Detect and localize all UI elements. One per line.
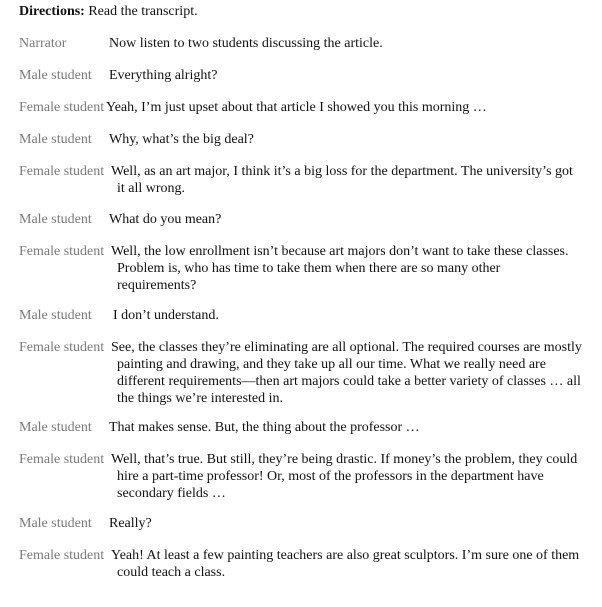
line-text: Well, that’s true. But still, they’re being drastic. If money’s the problem, they could hire a part-time professor! Or, most of the professors in the department have secondary fields … bbox=[111, 452, 578, 501]
line-text: Well, the low enrollment isn’t because art majors don’t want to take these classes. Problem is, who has time to take them when there are so many other requirements? bbox=[111, 244, 569, 293]
speaker-label: Male student bbox=[19, 132, 92, 147]
line-text: What do you mean? bbox=[109, 212, 222, 227]
speaker-label: Female student bbox=[19, 548, 105, 563]
speaker-label: Male student bbox=[19, 212, 92, 227]
line-text: Really? bbox=[109, 516, 152, 531]
speaker-label: Female student bbox=[19, 100, 105, 115]
line-text: I don’t understand. bbox=[113, 308, 219, 323]
directions-text: Read the transcript. bbox=[88, 4, 198, 19]
line-text: Everything alright? bbox=[109, 68, 218, 83]
line-text: Why, what’s the big deal? bbox=[109, 132, 254, 147]
speaker-label: Male student bbox=[19, 516, 92, 531]
speaker-label: Female student bbox=[19, 452, 105, 467]
line-text: Yeah, I’m just upset about that article I showed you this morning … bbox=[106, 100, 487, 115]
directions bbox=[19, 3, 198, 20]
line-text: Well, as an art major, I think it’s a big loss for the department. The university’s got it all wrong. bbox=[111, 164, 573, 196]
speaker-label: Narrator bbox=[19, 36, 67, 51]
speaker-label: Male student bbox=[19, 420, 92, 435]
speaker-label: Male student bbox=[19, 308, 92, 323]
speaker-label: Female student bbox=[19, 164, 105, 179]
speaker-label: Female student bbox=[19, 340, 105, 355]
speaker-label: Female student bbox=[19, 244, 105, 259]
speaker-label: Male student bbox=[19, 68, 92, 83]
line-text: See, the classes they’re eliminating are all optional. The required courses are mostly painting and drawing, and they take up all our time. What we really need are different requirements—then art majors could take a better variety of classes … all the things we’re interested in. bbox=[111, 340, 582, 406]
directions-label: Directions: bbox=[19, 4, 85, 19]
line-text: Now listen to two students discussing the article. bbox=[109, 36, 383, 51]
line-text: That makes sense. But, the thing about the professor … bbox=[109, 420, 420, 435]
line-text: Yeah! At least a few painting teachers are also great sculptors. I’m sure one of them could teach a class. bbox=[111, 548, 580, 580]
